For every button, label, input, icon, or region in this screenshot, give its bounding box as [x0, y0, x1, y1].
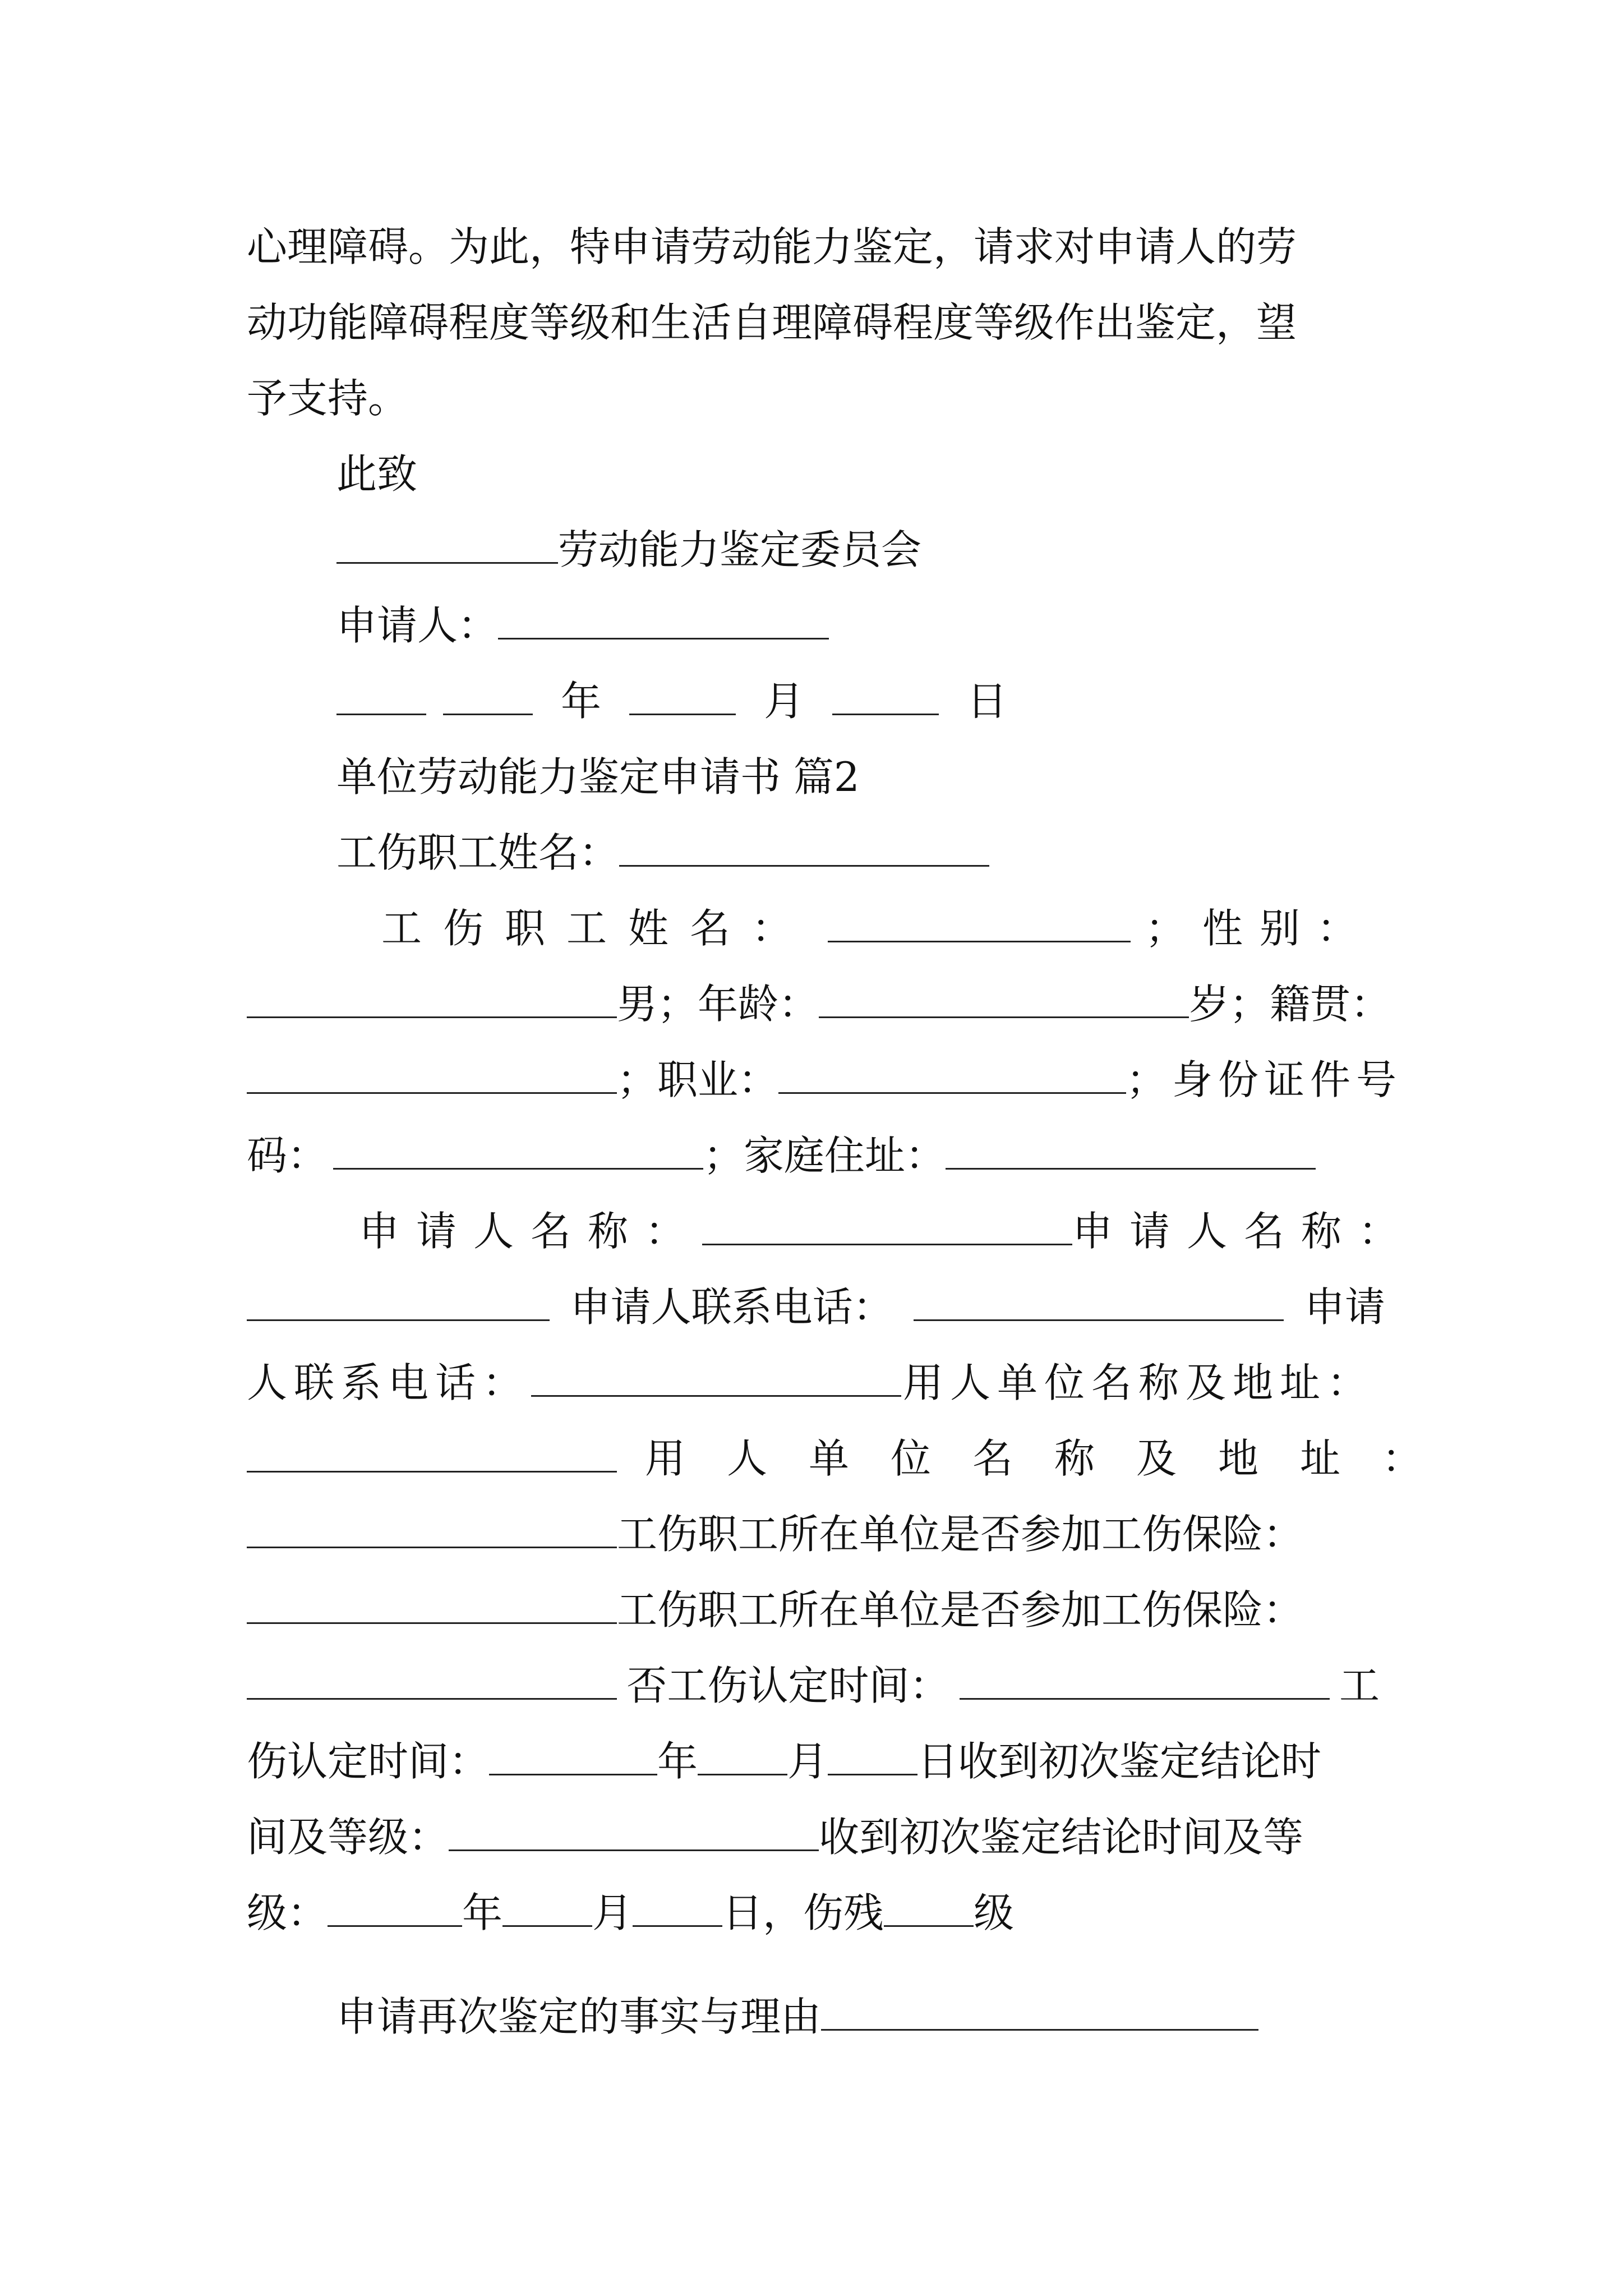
blank-line: [698, 1734, 787, 1775]
blank-line: [914, 1280, 1284, 1321]
year-label: 年: [561, 678, 602, 725]
form-line-15: 级： 年 月 日，伤残 级: [247, 1885, 1014, 1941]
blank-line: [247, 977, 617, 1018]
blank-line: [531, 1356, 901, 1397]
form-line-11: 工伤职工所在单位是否参加工伤保险：: [247, 1582, 1303, 1638]
blank-line: [828, 1734, 917, 1775]
blank-line: [336, 523, 558, 564]
month-label: 月: [764, 678, 805, 725]
blank-line: [629, 674, 736, 715]
form-line-8: 人联系电话： 用人单位名称及地址：: [247, 1355, 1374, 1411]
blank-line: [247, 1659, 617, 1700]
paragraph-line-1: [247, 219, 1385, 275]
day-label: 日: [967, 678, 1008, 725]
blank-line: [489, 1734, 657, 1775]
form-line-16: 申请再次鉴定的事实与理由: [336, 1989, 1258, 2045]
form-line-12: 否工伤认定时间： 工: [247, 1658, 1380, 1714]
paragraph-line-3: [247, 370, 408, 426]
committee-label: 劳动能力鉴定委员会: [558, 526, 922, 573]
blank-line: [328, 1886, 462, 1927]
blank-line: [884, 1886, 974, 1927]
form-line-10: 工伤职工所在单位是否参加工伤保险：: [247, 1506, 1303, 1562]
blank-line: [832, 674, 939, 715]
blank-line: [443, 674, 533, 715]
form-line-6: 申请人名称： 申请人名称：: [359, 1203, 1368, 1259]
blank-line: [333, 1129, 703, 1170]
blank-line: [498, 599, 829, 639]
applicant-line: [336, 597, 829, 654]
blank-line: [449, 1810, 819, 1851]
blank-line: [821, 1990, 1258, 2031]
blank-line: [247, 1507, 617, 1548]
form-line-13: 伤认定时间： 年 月 日收到初次鉴定结论时: [247, 1733, 1321, 1789]
blank-line: [946, 1129, 1316, 1170]
paragraph-line-2: [247, 295, 1297, 351]
form-line-1: 工伤职工姓名：: [336, 825, 989, 881]
blank-line: [819, 977, 1189, 1018]
form-line-2: 工伤职工姓名： ；性别：: [381, 900, 1374, 956]
blank-line: [247, 1053, 617, 1094]
blank-line: [828, 901, 1131, 942]
form-line-7: 申请人联系电话： 申请: [247, 1279, 1385, 1335]
blank-line: [778, 1053, 1126, 1094]
blank-line: [702, 1204, 1072, 1245]
blank-line: [247, 1432, 617, 1473]
blank-line: [502, 1886, 592, 1927]
paragraph-text: 予支持。: [247, 375, 409, 422]
blank-line: [633, 1886, 722, 1927]
committee-line: [336, 522, 921, 578]
date-line: [336, 673, 1007, 729]
form-line-3: 男；年龄： 岁；籍贯：: [247, 976, 1391, 1032]
blank-line: [247, 1583, 617, 1624]
form-line-4: ；职业： ；身份证件号: [247, 1052, 1385, 1108]
section-title: 单位劳动能力鉴定申请书 篇2: [336, 753, 860, 800]
salutation: 此致: [336, 450, 418, 498]
form-line-14: 间及等级： 收到初次鉴定结论时间及等: [247, 1809, 1303, 1865]
paragraph-text: 动功能障碍程度等级和生活自理障碍程度等级作出鉴定，望: [247, 299, 1297, 346]
form-line-9: 用人单位名称及地址：: [247, 1430, 1464, 1487]
paragraph-text: 心理障碍。为此，特申请劳动能力鉴定，请求对申请人的劳: [247, 223, 1297, 270]
blank-line: [247, 1280, 550, 1321]
blank-line: [336, 674, 426, 715]
blank-line: [960, 1659, 1330, 1700]
blank-line: [619, 826, 989, 867]
form-line-5: 码： ；家庭住址：: [247, 1128, 1316, 1184]
applicant-label: 申请人：: [336, 602, 499, 649]
